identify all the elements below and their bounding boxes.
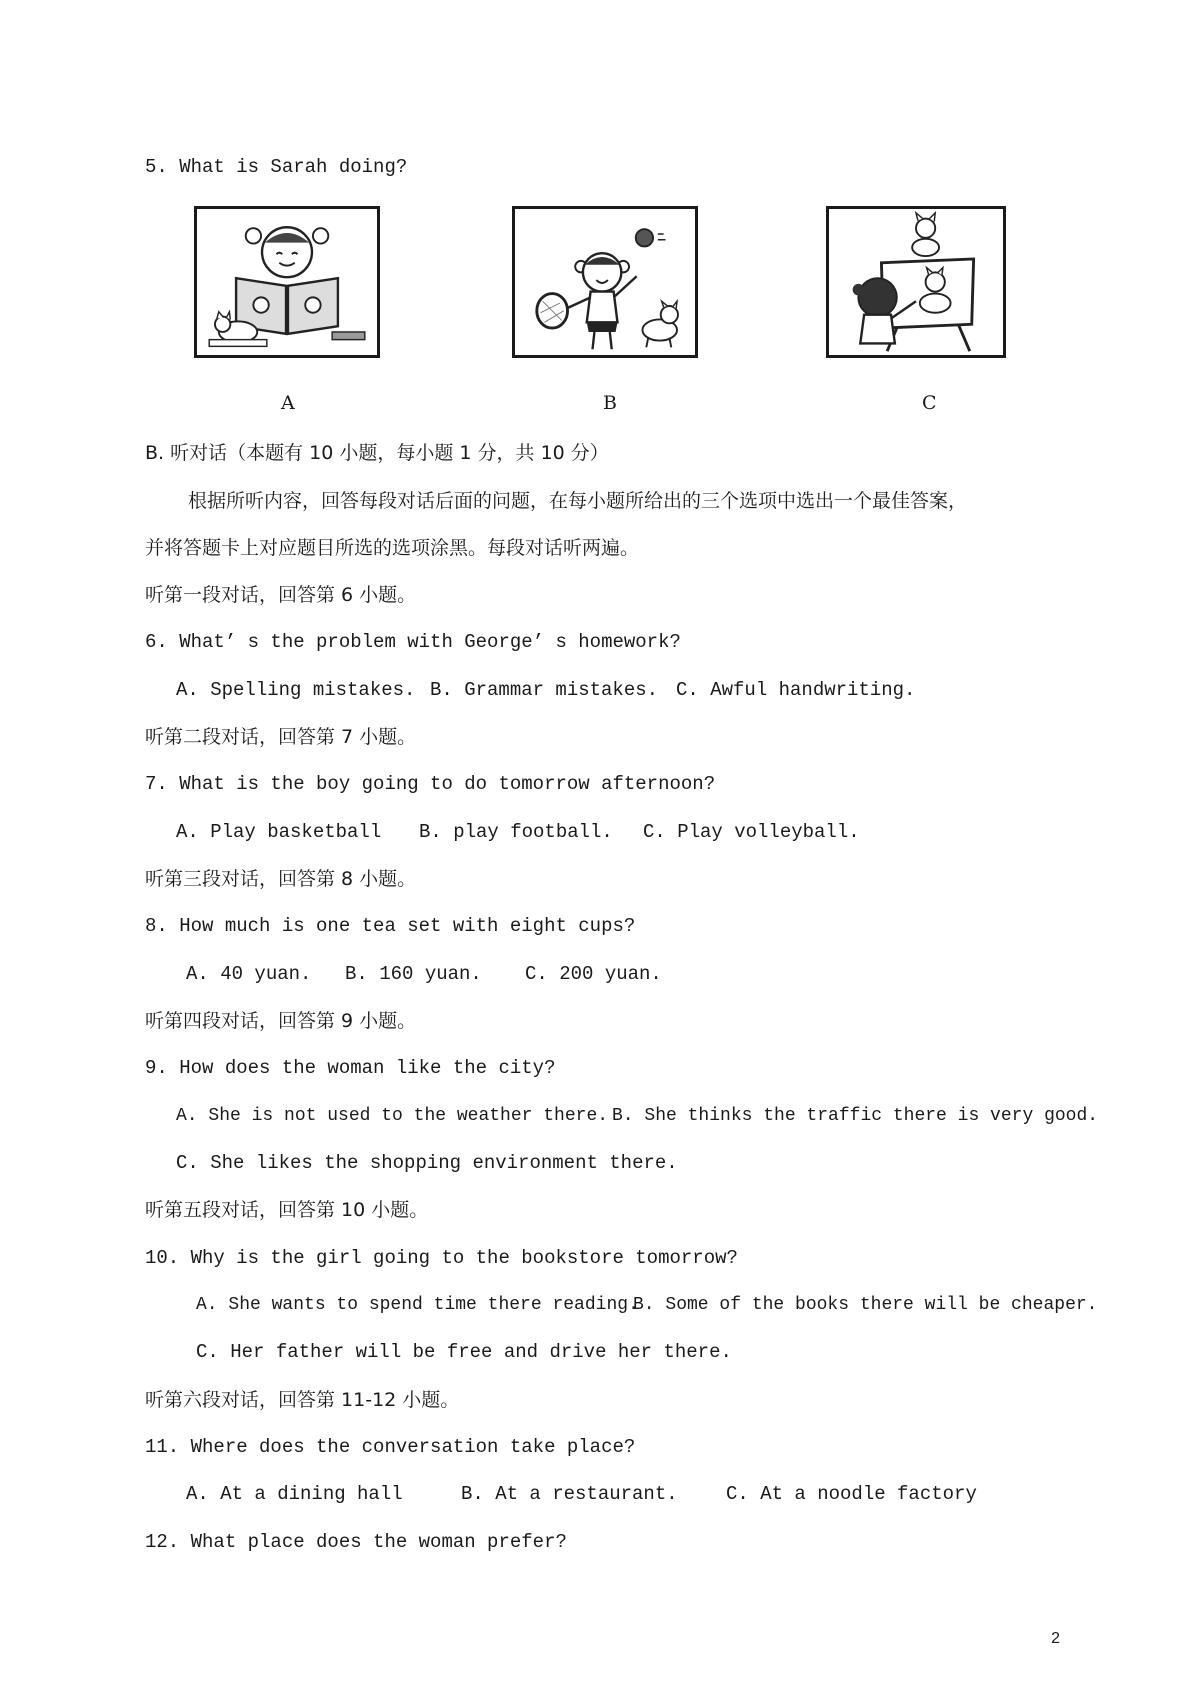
q8-option-c: C. 200 yuan. xyxy=(525,963,662,985)
dialog-2-heading: 听第二段对话，回答第 7 小题。 xyxy=(145,726,417,748)
option-b-label: B xyxy=(603,392,617,414)
q12-question: 12. What place does the woman prefer? xyxy=(145,1531,567,1553)
dialog-1-heading: 听第一段对话，回答第 6 小题。 xyxy=(145,584,417,606)
dialog-3-heading: 听第三段对话，回答第 8 小题。 xyxy=(145,868,417,890)
q9-option-b: B. She thinks the traffic there is very good. xyxy=(612,1106,1099,1126)
q6-option-a: A. Spelling mistakes. xyxy=(176,679,416,701)
q8-option-a: A. 40 yuan. xyxy=(186,963,312,985)
q9-option-a: A. She is not used to the weather there. xyxy=(176,1106,609,1126)
q10-option-b: B. Some of the books there will be cheaper. xyxy=(633,1295,1098,1315)
option-c-label: C xyxy=(922,392,937,414)
q7-option-a: A. Play basketball xyxy=(176,821,382,843)
q6-option-b: B. Grammar mistakes. xyxy=(430,679,659,701)
dialog-6-heading: 听第六段对话，回答第 11-12 小题。 xyxy=(145,1389,460,1411)
page-number: 2 xyxy=(1051,1630,1060,1647)
girl-reading-with-cat-icon xyxy=(197,209,377,355)
dialog-4-heading: 听第四段对话，回答第 9 小题。 xyxy=(145,1010,417,1032)
option-a-picture xyxy=(194,206,380,358)
q7-option-b: B. play football. xyxy=(419,821,613,843)
q9-question: 9. How does the woman like the city? xyxy=(145,1057,556,1079)
q7-option-c: C. Play volleyball. xyxy=(643,821,860,843)
dialog-5-heading: 听第五段对话，回答第 10 小题。 xyxy=(145,1199,429,1221)
option-b-picture xyxy=(512,206,698,358)
q11-option-c: C. At a noodle factory xyxy=(726,1483,977,1505)
section-b-instruction-line2: 并将答题卡上对应题目所选的选项涂黑。每段对话听两遍。 xyxy=(145,537,640,559)
girl-painting-cat-icon xyxy=(829,209,1003,355)
q7-question: 7. What is the boy going to do tomorrow afternoon? xyxy=(145,773,716,795)
q9-option-c: C. She likes the shopping environment there. xyxy=(176,1152,678,1174)
section-b-heading: B. 听对话（本题有 10 小题，每小题 1 分，共 10 分） xyxy=(145,442,609,464)
q10-option-a: A. She wants to spend time there reading. xyxy=(196,1295,639,1315)
option-c-picture xyxy=(826,206,1006,358)
q5-question: 5. What is Sarah doing? xyxy=(145,156,408,178)
q8-option-b: B. 160 yuan. xyxy=(345,963,482,985)
q11-option-b: B. At a restaurant. xyxy=(461,1483,678,1505)
girl-playing-tennis-with-dog-icon xyxy=(515,209,695,355)
q6-question: 6. What’ s the problem with George’ s homework? xyxy=(145,631,681,653)
q10-question: 10. Why is the girl going to the bookstore tomorrow? xyxy=(145,1247,738,1269)
q10-option-c: C. Her father will be free and drive her there. xyxy=(196,1341,732,1363)
q11-option-a: A. At a dining hall xyxy=(186,1483,403,1505)
section-b-instruction-line1: 根据所听内容，回答每段对话后面的问题，在每小题所给出的三个选项中选出一个最佳答案， xyxy=(188,490,968,512)
q6-option-c: C. Awful handwriting. xyxy=(676,679,916,701)
q8-question: 8. How much is one tea set with eight cups? xyxy=(145,915,636,937)
option-a-label: A xyxy=(281,392,295,414)
q11-question: 11. Where does the conversation take place? xyxy=(145,1436,636,1458)
